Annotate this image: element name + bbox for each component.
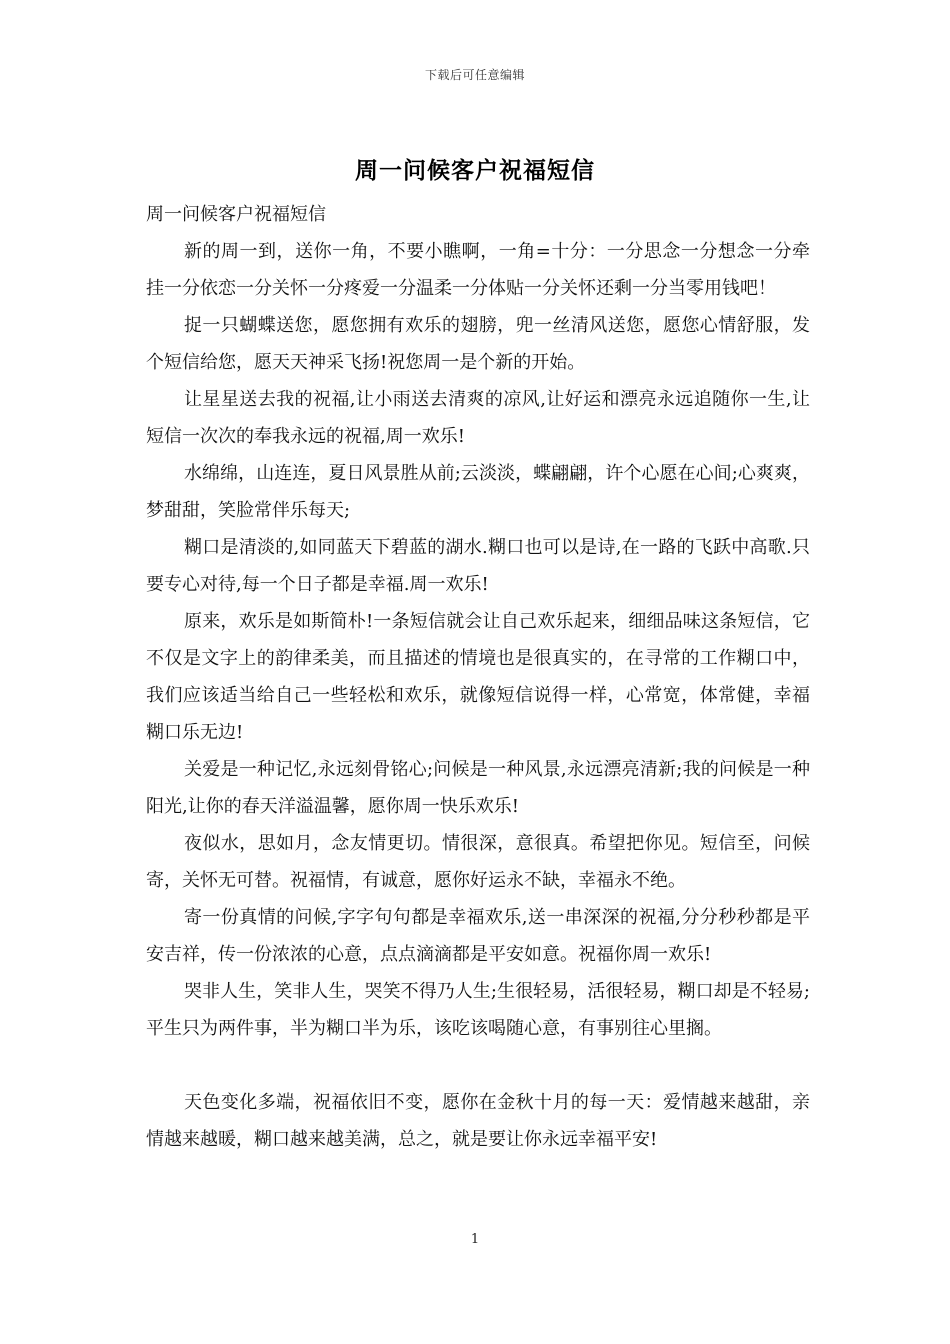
paragraph-8: 夜似水，思如月，念友情更切。情很深，意很真。希望把你见。短信至，问候寄，关怀无可替。祝福情，有诚意，愿你好运永不缺，幸福永不绝。 bbox=[146, 833, 810, 891]
document-body bbox=[146, 196, 810, 1158]
header-note: 下载后可任意编辑 bbox=[424, 68, 525, 82]
paragraph-7: 关爱是一种记忆,永远刻骨铭心;问候是一种风景,永远漂亮清新;我的问候是一种阳光,让你的春天洋溢温馨，愿你周一快乐欢乐! bbox=[146, 759, 810, 817]
paragraph-4: 水绵绵，山连连，夏日风景胜从前;云淡淡，蝶翩翩，许个心愿在心间;心爽爽，梦甜甜，笑脸常伴乐每天; bbox=[146, 463, 810, 521]
paragraph-5: 糊口是清淡的,如同蓝天下碧蓝的湖水.糊口也可以是诗,在一路的飞跃中高歌.只要专心对待,每一个日子都是幸福.周一欢乐! bbox=[146, 537, 810, 595]
paragraph-9: 寄一份真情的问候,字字句句都是幸福欢乐,送一串深深的祝福,分分秒秒都是平安吉祥，传一份浓浓的心意，点点滴滴都是平安如意。祝福你周一欢乐! bbox=[146, 907, 810, 965]
document-subtitle: 周一问候客户祝福短信 bbox=[146, 204, 326, 225]
final-paragraph: 天色变化多端，祝福依旧不变，愿你在金秋十月的每一天：爱情越来越甜，亲情越来越暖，糊口越来越美满，总之，就是要让你永远幸福平安! bbox=[146, 1092, 810, 1150]
paragraph-spacer bbox=[146, 1047, 810, 1084]
paragraph-10: 哭非人生，笑非人生，哭笑不得乃人生;生很轻易，活很轻易，糊口却是不轻易;平生只为两件事，半为糊口半为乐，该吃该喝随心意，有事别往心里搁。 bbox=[146, 981, 810, 1039]
paragraph-3: 让星星送去我的祝福,让小雨送去清爽的凉风,让好运和漂亮永远追随你一生,让短信一次次的奉我永远的祝福,周一欢乐! bbox=[146, 389, 810, 447]
paragraph-1: 新的周一到，送你一角，不要小瞧啊，一角=十分：一分思念一分想念一分牵挂一分依恋一分关怀一分疼爱一分温柔一分体贴一分关怀还剩一分当零用钱吧！ bbox=[146, 241, 810, 299]
page-number: 1 bbox=[470, 1232, 480, 1247]
document-title: 周一问候客户祝福短信 bbox=[355, 157, 595, 184]
paragraph-2: 捉一只蝴蝶送您，愿您拥有欢乐的翅膀，兜一丝清风送您，愿您心情舒服，发个短信给您，愿天天神采飞扬!祝您周一是个新的开始。 bbox=[146, 315, 810, 373]
paragraph-6: 原来，欢乐是如斯简朴!一条短信就会让自己欢乐起来，细细品味这条短信，它不仅是文字上的韵律柔美，而且描述的情境也是很真实的，在寻常的工作糊口中，我们应该适当给自己一些轻松和欢乐，就像短信说得一样，心常宽，体常健，幸福糊口乐无边! bbox=[146, 611, 810, 743]
